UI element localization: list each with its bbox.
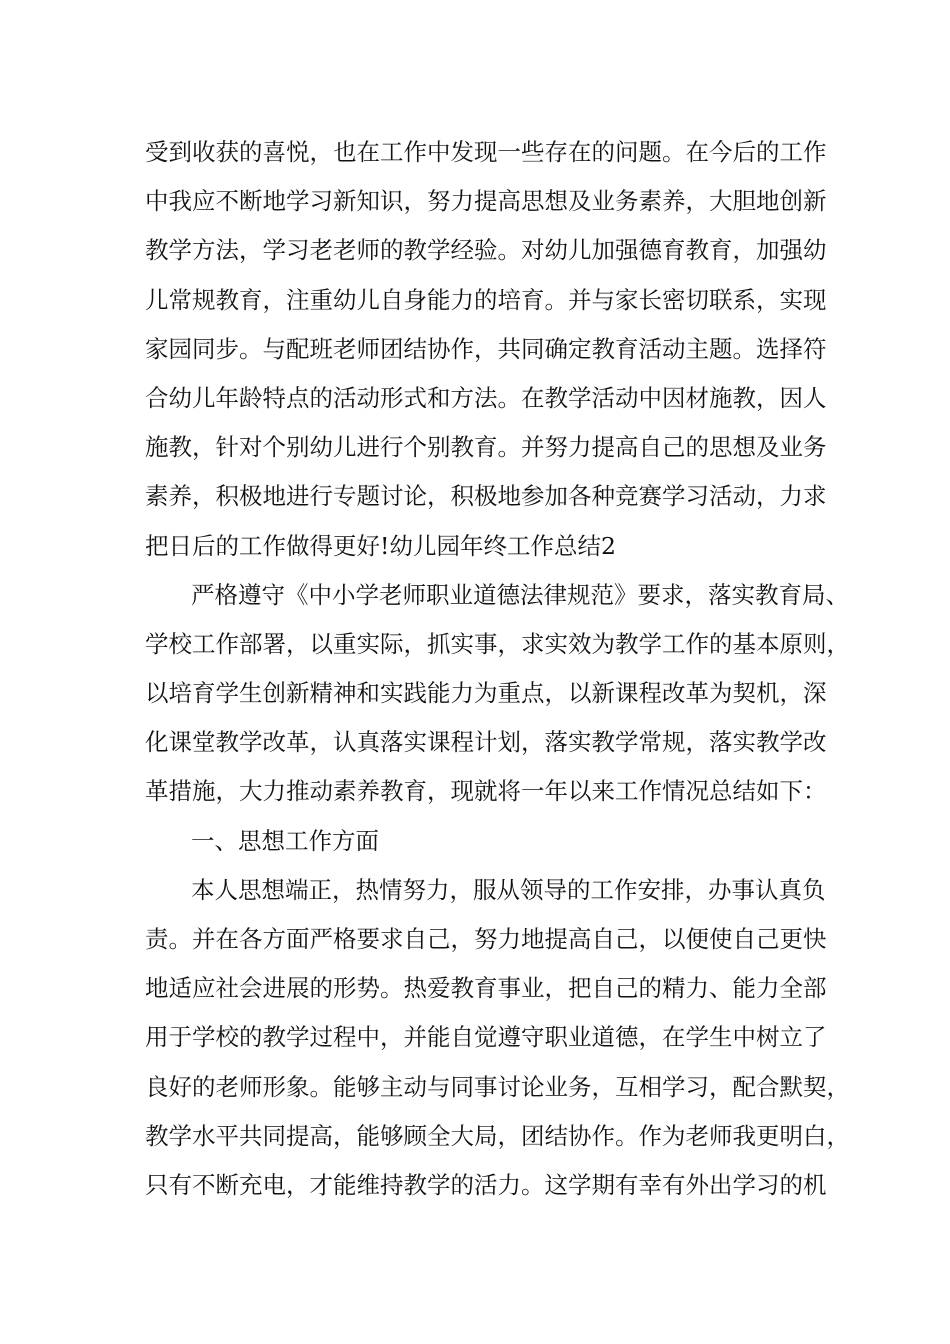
- text-line: 教学方法，学习老老师的教学经验。对幼儿加强德育教育，加强幼: [145, 236, 827, 265]
- text-line: 化课堂教学改革，认真落实课程计划，落实教学常规，落实教学改: [145, 728, 827, 757]
- text-line: 受到收获的喜悦，也在工作中发现一些存在的问题。在今后的工作: [145, 138, 827, 166]
- text-line: 教学水平共同提高，能够顾全大局，团结协作。作为老师我更明白，: [145, 1121, 850, 1150]
- text-line: 革措施，大力推动素养教育，现就将一年以来工作情况总结如下：: [145, 777, 827, 806]
- text-line: 合幼儿年龄特点的活动形式和方法。在教学活动中因材施教，因人: [145, 383, 827, 412]
- text-line: 中我应不断地学习新知识，努力提高思想及业务素养，大胆地创新: [145, 187, 827, 216]
- text-line: 施教，针对个别幼儿进行个别教育。并努力提高自己的思想及业务: [145, 433, 827, 462]
- text-line: 责。并在各方面严格要求自己，努力地提高自己，以便使自己更快: [145, 925, 827, 953]
- text-line: 儿常规教育，注重幼儿自身能力的培育。并与家长密切联系，实现: [145, 285, 827, 314]
- text-line: 素养，积极地进行专题讨论，积极地参加各种竞赛学习活动，力求: [145, 482, 827, 511]
- text-line: 地适应社会进展的形势。热爱教育事业，把自己的精力、能力全部: [145, 974, 827, 1003]
- text-line: 严格遵守《中小学老师职业道德法律规范》要求，落实教育局、: [191, 580, 849, 609]
- text-line: 家园同步。与配班老师团结协作，共同确定教育活动主题。选择符: [145, 334, 827, 363]
- text-line: 以培育学生创新精神和实践能力为重点，以新课程改革为契机，深: [145, 679, 827, 708]
- text-line: 用于学校的教学过程中，并能自觉遵守职业道德，在学生中树立了: [145, 1023, 827, 1052]
- document-body: [145, 128, 850, 1210]
- text-line: 良好的老师形象。能够主动与同事讨论业务，互相学习，配合默契，: [145, 1072, 850, 1101]
- text-line: 把日后的工作做得更好!幼儿园年终工作总结2: [145, 531, 616, 560]
- text-line: 只有不断充电，才能维持教学的活力。这学期有幸有外出学习的机: [145, 1170, 827, 1199]
- text-line: 本人思想端正，热情努力，服从领导的工作安排，办事认真负: [191, 875, 826, 904]
- text-line: 学校工作部署，以重实际，抓实事，求实效为教学工作的基本原则，: [145, 629, 850, 658]
- text-line: 一、思想工作方面: [191, 826, 379, 855]
